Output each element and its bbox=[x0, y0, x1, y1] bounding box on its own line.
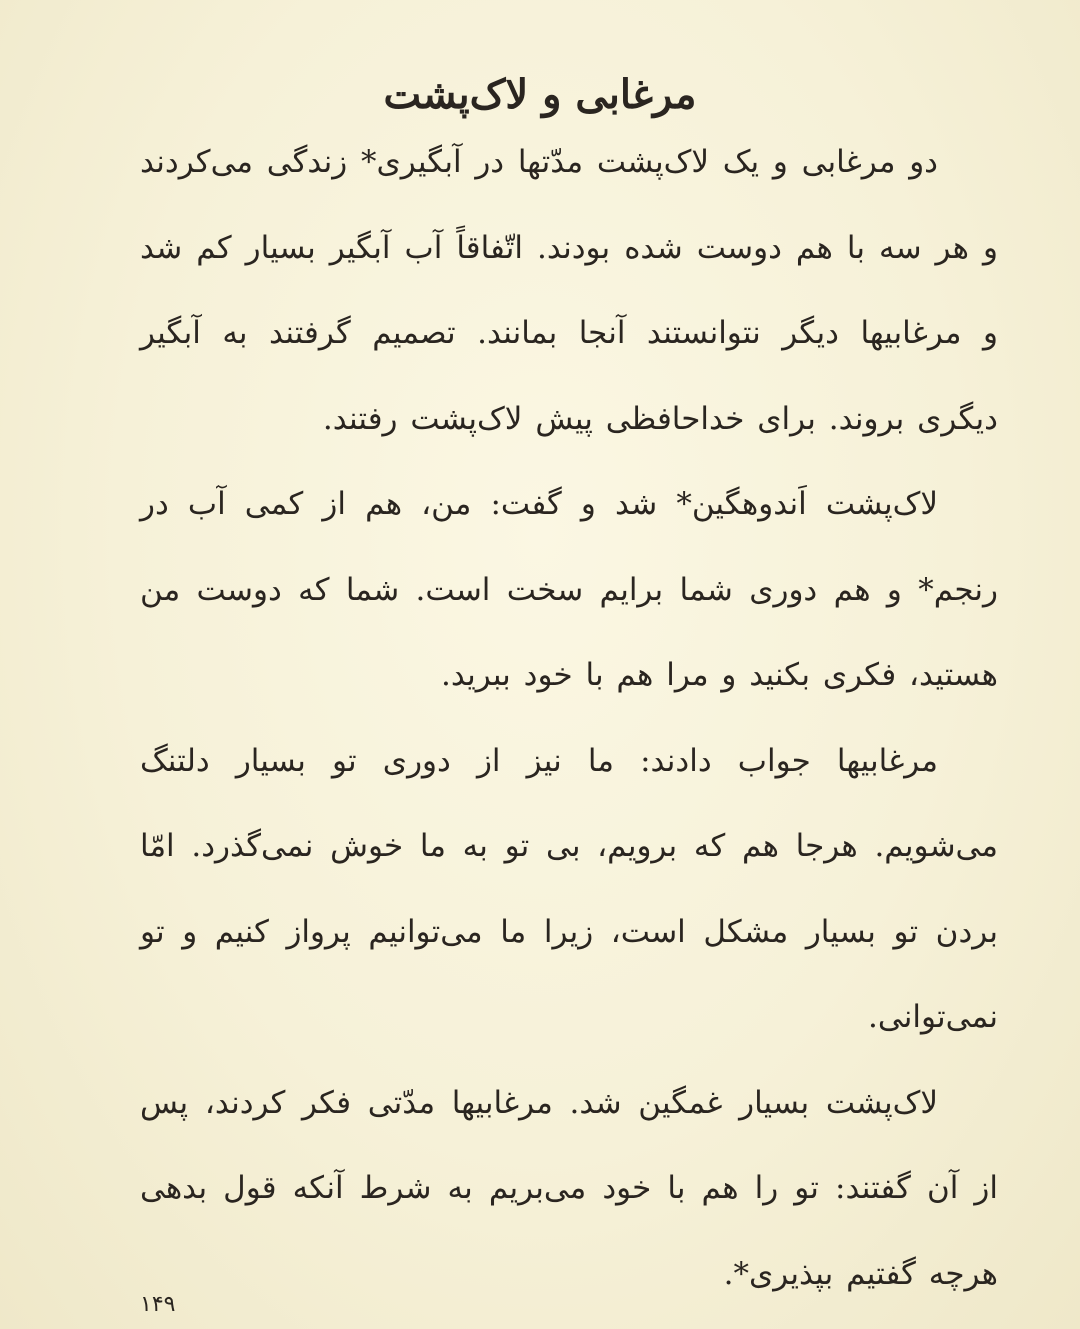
story-body bbox=[140, 120, 998, 1317]
paragraph-3: مرغابیها جواب دادند: ما نیز از دوری تو بسیار دلتنگ می‌شویم. هرجا هم که برویم، بی تو به ما خوش نمی‌گذرد. امّا بردن تو بسیار مشکل است، زیرا ما می‌توانیم پرواز کنیم و تو نمی‌توانی. bbox=[140, 742, 998, 1035]
paragraph-2: لاک‌پشت اَندوهگین* شد و گفت: من، هم از کمی آب در رنجم* و هم دوری شما برایم سخت است. شما که دوست من هستید، فکری بکنید و مرا هم با خود ببرید. bbox=[140, 486, 998, 693]
paragraph-4: لاک‌پشت بسیار غمگین شد. مرغابیها مدّتی فکر کردند، پس از آن گفتند: تو را هم با خود می‌بریم به شرط آنکه قول بدهی هرچه گفتیم بپذیری*. bbox=[140, 1084, 998, 1292]
page-number: ۱۴۹ bbox=[140, 1292, 176, 1317]
story-title: مرغابی و لاک‌پشت bbox=[383, 70, 697, 118]
paragraph-1: دو مرغابی و یک لاک‌پشت مدّتها در آبگیری* زندگی می‌کردند و هر سه با هم دوست شده بودند. اتّفاقاً آب آبگیر بسیار کم شد و مرغابیها دیگر نتوانستند آنجا بمانند. تصمیم گرفتند به آبگیر دیگری بروند. برای خداحافظی پیش لاک‌پشت رفتند. bbox=[140, 144, 998, 437]
